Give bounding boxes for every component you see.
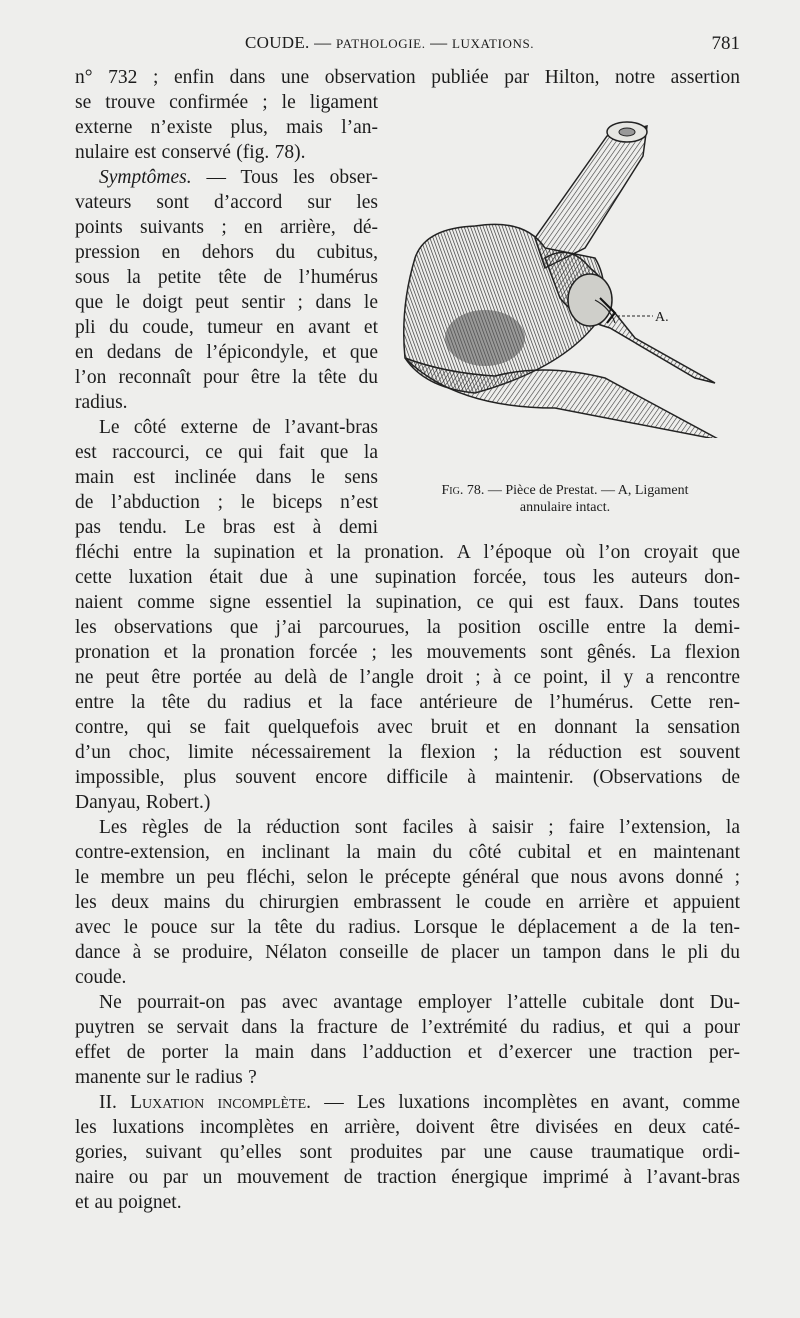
header-sub-pathologie: PATHOLOGIE. xyxy=(336,36,426,51)
caption-line-2: annulaire intact. xyxy=(519,500,611,515)
text-line: Danyau, Robert.) xyxy=(75,792,211,813)
text-line: et au poignet. xyxy=(75,1192,182,1213)
page-number: 781 xyxy=(711,33,740,54)
text-line: Les règles de la réduction sont faciles à saisir ; faire l’extension, la xyxy=(99,817,740,838)
elbow-bone-engraving xyxy=(395,108,745,438)
text-line: puytren se servait dans la fracture de l’extrémité du radius, et qui a pour xyxy=(75,1017,740,1038)
running-title xyxy=(245,33,534,53)
text-line: radius. xyxy=(75,392,128,413)
text-line: entre la tête du radius et la face antérieure de l’humérus. Cette ren- xyxy=(75,692,740,713)
text-line: cette luxation était due à une supination forcée, tous les auteurs don- xyxy=(75,567,740,588)
section-heading-symptomes: Symptômes. xyxy=(99,167,192,188)
caption-line-1: — Pièce de Prestat. — A, Ligament xyxy=(484,483,689,498)
text-line: les deux mains du chirurgien embrassent le coude en arrière et appuient xyxy=(75,892,740,913)
text-line: le membre un peu fléchi, selon le précepte général que nous avons donné ; xyxy=(75,867,740,888)
text-line: en dedans de l’épicondyle, et que xyxy=(75,342,378,363)
text-line: sous la petite tête de l’humérus xyxy=(75,267,378,288)
text-line: contre, qui se fait quelquefois avec bruit et en donnant la sensation xyxy=(75,717,740,738)
header-sep: — xyxy=(309,33,337,52)
text-line: l’on reconnaît pour être la tête du xyxy=(75,367,378,388)
header-sub-luxations: LUXATIONS. xyxy=(451,36,535,51)
text-line-luxation-incomplete: II. Luxation incomplète. — Les luxations incomplètes en avant, comme xyxy=(99,1092,740,1113)
text-line: impossible, plus souvent encore difficile à maintenir. (Observations de xyxy=(75,767,740,788)
text-line: ne peut être portée au delà de l’angle droit ; à ce point, il y a rencontre xyxy=(75,667,740,688)
caption-fig-number: Fig. 78. xyxy=(441,483,485,498)
text-line: est raccourci, ce qui fait que la xyxy=(75,442,378,463)
text-line-symptomes: Symptômes. — Tous les obser- xyxy=(99,167,378,188)
text-line: pression en dehors du cubitus, xyxy=(75,242,378,263)
text-line: dance à se produire, Nélaton conseille de placer un tampon dans le pli du xyxy=(75,942,740,963)
text-line: n° 732 ; enfin dans une observation publiée par Hilton, notre assertion xyxy=(75,67,740,88)
text-line: les observations que j’ai parcourues, la position oscille entre la demi- xyxy=(75,617,740,638)
text-line: pronation et la pronation forcée ; les mouvements sont gênés. La flexion xyxy=(75,642,740,663)
text-line: d’un choc, limite nécessairement la flexion ; la réduction est souvent xyxy=(75,742,740,763)
figure-caption xyxy=(400,482,730,516)
text-line: contre-extension, en inclinant la main du côté cubital et en maintenant xyxy=(75,842,740,863)
text-line: que le doigt peut sentir ; dans le xyxy=(75,292,378,313)
text-line: Ne pourrait-on pas avec avantage employer l’attelle cubitale dont Du- xyxy=(99,992,740,1013)
header-sep: — xyxy=(425,33,452,52)
text-line: pas tendu. Le bras est à demi xyxy=(75,517,378,538)
figure-label-a: A. xyxy=(655,310,669,325)
text-line: de l’abduction ; le biceps n’est xyxy=(75,492,378,513)
text-line: avec le pouce sur la tête du radius. Lorsque le déplacement a de la ten- xyxy=(75,917,740,938)
section-heading-luxation-incomplete: Luxation incomplète. xyxy=(130,1092,312,1113)
text-line: vateurs sont d’accord sur les xyxy=(75,192,378,213)
text-line: points suivants ; en arrière, dé- xyxy=(75,217,378,238)
text-line: Le côté externe de l’avant-bras xyxy=(99,417,378,438)
text-line: manente sur le radius ? xyxy=(75,1067,257,1088)
text-line: externe n’existe plus, mais l’an- xyxy=(75,117,378,138)
text-line: coude. xyxy=(75,967,127,988)
text-line: gories, suivant qu’elles sont produites par une cause traumatique ordi- xyxy=(75,1142,740,1163)
text-line: pli du coude, tumeur en avant et xyxy=(75,317,378,338)
text-line: se trouve confirmée ; le ligament xyxy=(75,92,378,113)
running-header xyxy=(75,33,740,59)
header-title-main: COUDE. xyxy=(245,33,310,52)
text-line: les luxations incomplètes en arrière, doivent être divisées en deux caté- xyxy=(75,1117,740,1138)
text-line: effet de porter la main dans l’adduction et d’exercer une traction per- xyxy=(75,1042,740,1063)
text-line: nulaire est conservé (fig. 78). xyxy=(75,142,306,163)
text-line: naient comme signe essentiel la supination, ce qui est faux. Dans toutes xyxy=(75,592,740,613)
text-line: main est inclinée dans le sens xyxy=(75,467,378,488)
text-line: naire ou par un mouvement de traction énergique imprimé à l’avant-bras xyxy=(75,1167,740,1188)
text-line: fléchi entre la supination et la pronation. A l’époque où l’on croyait que xyxy=(75,542,740,563)
